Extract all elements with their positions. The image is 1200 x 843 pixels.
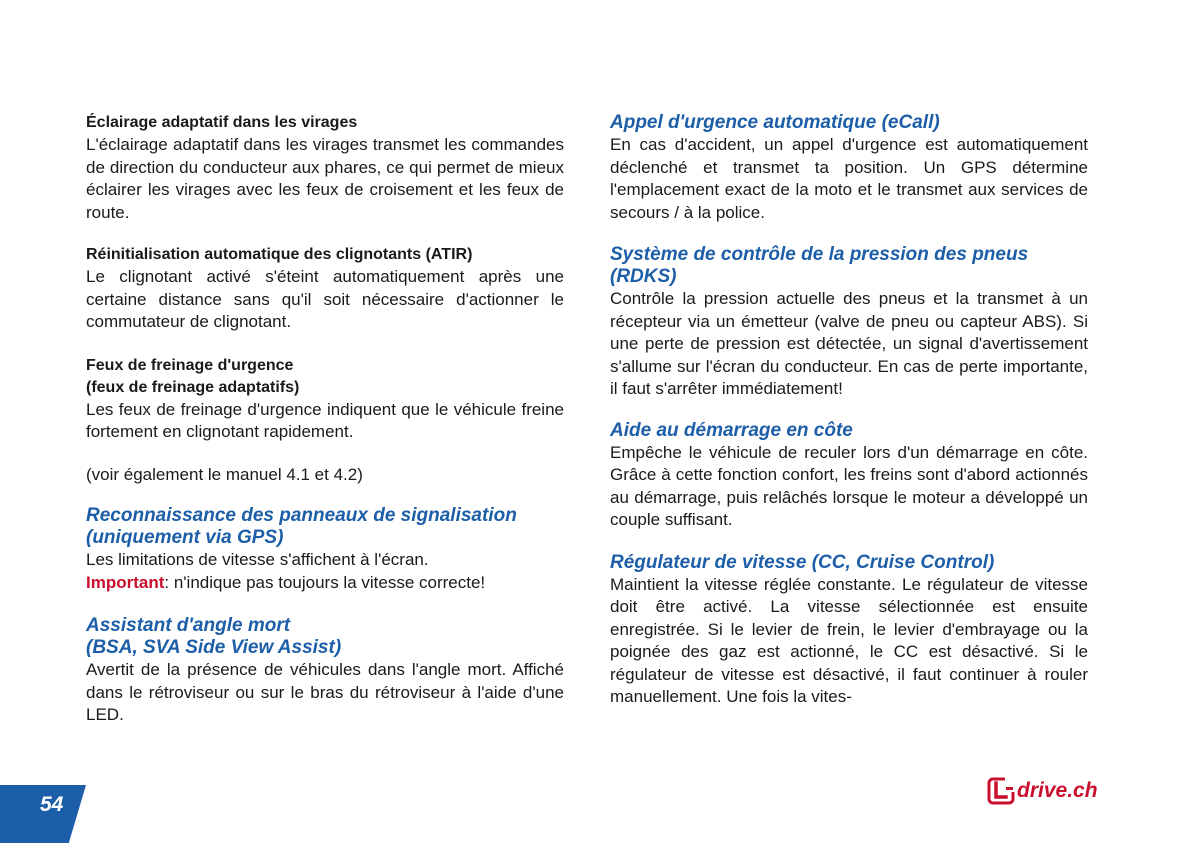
section-title: Appel d'urgence automatique (eCall) (610, 112, 940, 133)
section-hill-start-assist (610, 420, 1088, 532)
section-cruise-control (610, 552, 1088, 709)
section-title: Éclairage adaptatif dans les virages (86, 114, 358, 131)
section-body: L'éclairage adaptatif dans les virages transmet les commandes de direction du conducteur aux phares, ce qui permet de mieux éclairer les virages avec les feux de croisement et les feux de route. (86, 135, 564, 222)
section-title-line2: (BSA, SVA Side View Assist) (86, 637, 342, 658)
section-title: Régulateur de vitesse (CC, Cruise Control) (610, 551, 995, 573)
section-body: Le clignotant activé s'éteint automatiquement après une certaine distance sans qu'il soit nécessaire d'actionner le commutateur de clignotant. (86, 267, 564, 331)
important-text: : n'indique pas toujours la vitesse correcte! (164, 572, 486, 592)
brand-logo (986, 776, 1098, 806)
section-traffic-sign-recognition (86, 505, 564, 594)
section-title: Réinitialisation automatique des clignotants (ATIR) (86, 246, 473, 263)
section-title: Aide au démarrage en côte (610, 419, 853, 441)
section-title-line2: (RDKS) (610, 266, 677, 287)
left-column (86, 112, 564, 747)
right-column (610, 112, 1088, 729)
section-body: Les limitations de vitesse s'affichent à l'écran. (86, 550, 429, 569)
logo-text: drive.ch (1017, 779, 1098, 802)
section-body: Maintient la vitesse réglée constante. Le régulateur de vitesse doit être activé. La vitesse sélectionnée est ensuite enregistrée. Si le levier de frein, le levier d'embrayage ou la poignée des gaz est actionné, le CC est désactivé. Si le régulateur de vitesse est désactivé, il faut continuer à rouler manuellement. Une fois la vites- (610, 574, 1088, 706)
section-adaptive-cornering-light (86, 112, 564, 224)
section-tire-pressure-monitoring (610, 244, 1088, 401)
page-number: 54 (40, 793, 64, 816)
important-label: Important (86, 572, 165, 592)
section-blind-spot-assistant (86, 615, 564, 727)
section-title-line1: Reconnaissance des panneaux de signalisation (86, 505, 517, 526)
section-body: Les feux de freinage d'urgence indiquent que le véhicule freine fortement en clignotant rapidement. (86, 399, 564, 441)
section-title-line1: Assistant d'angle mort (86, 615, 291, 636)
section-title-line2: (feux de freinage adaptatifs) (86, 378, 300, 396)
section-emergency-brake-lights (86, 355, 564, 444)
important-note (86, 572, 564, 595)
section-title-line2: (uniquement via GPS) (86, 527, 284, 548)
section-ecall (610, 112, 1088, 224)
section-body: Contrôle la pression actuelle des pneus et la transmet à un récepteur via un émetteur (valve de pneu ou capteur ABS). Si une perte de pression est détectée, un signal d'avertissement s'allume sur l'écran du conducteur. En cas de perte importante, il faut s'arrêter immédiatement! (610, 289, 1088, 398)
note-text: (voir également le manuel 4.1 et 4.2) (86, 464, 363, 484)
section-body: Empêche le véhicule de reculer lors d'un démarrage en côte. Grâce à cette fonction confort, les freins sont d'abord actionnés au démarrage, puis relâchés lorsque le moteur a développé un couple suffisant. (610, 442, 1088, 529)
section-body: Avertit de la présence de véhicules dans l'angle mort. Affiché dans le rétroviseur ou sur le bras du rétroviseur à l'aide d'une LED. (86, 660, 564, 724)
section-body: En cas d'accident, un appel d'urgence est automatiquement déclenché et transmet ta position. Un GPS détermine l'emplacement exact de la moto et le transmet aux services de secours / à la police. (610, 135, 1088, 222)
section-title-line1: Système de contrôle de la pression des pneus (610, 244, 1029, 265)
manual-reference-note (86, 464, 564, 487)
section-title-line1: Feux de freinage d'urgence (86, 356, 294, 374)
l-drive-logo-icon (986, 776, 1016, 806)
section-auto-indicator-reset (86, 244, 564, 334)
